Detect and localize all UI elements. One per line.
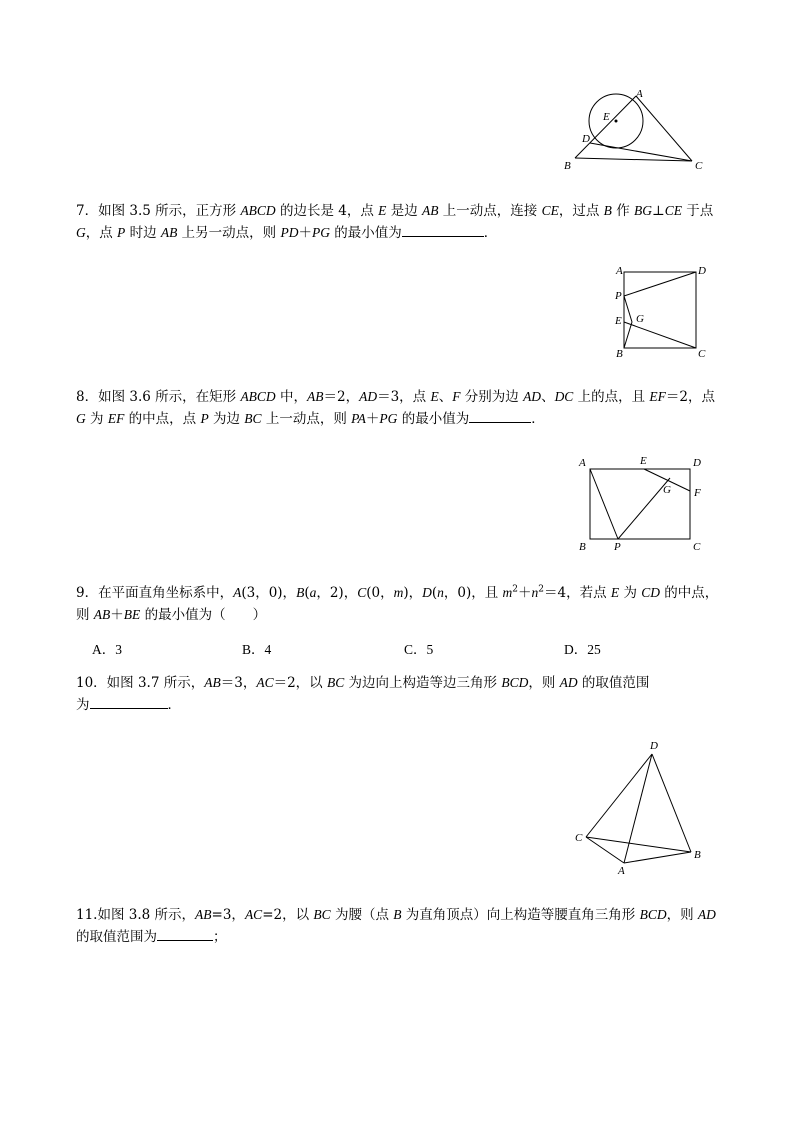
- answer-blank[interactable]: [469, 408, 531, 423]
- question-8: [76, 386, 720, 430]
- label-C: C: [575, 832, 583, 844]
- question-10-line-2: 为 ．: [76, 694, 720, 716]
- figure-triangle-bcd-svg: [570, 736, 710, 880]
- question-9-line-2: 则 AB＋BE 的最小值为（ ）: [76, 607, 267, 623]
- label-C: C: [693, 541, 701, 553]
- figure-square-svg: [610, 262, 710, 362]
- answer-blank[interactable]: [402, 222, 484, 237]
- label-G: G: [636, 313, 644, 325]
- figure-square: [610, 262, 710, 362]
- option-d[interactable]: D．25: [564, 642, 601, 657]
- question-7: [76, 200, 720, 244]
- option-c[interactable]: C．5: [404, 642, 434, 657]
- label-D: D: [693, 457, 701, 469]
- question-7-line-1: 7．如图 3.5 所示，正方形 ABCD 的边长是 4，点 E 是边 AB 上一动点，连接 CE，过点 B 作 BG⊥CE 于点: [76, 203, 714, 219]
- label-A: A: [636, 88, 643, 100]
- label-A: A: [618, 865, 625, 877]
- label-A: A: [616, 265, 623, 277]
- question-10-line-1: 10．如图 3.7 所示，AB＝3，AC＝2，以 BC 为边向上构造等边三角形 BCD，则 AD 的取值范围: [76, 675, 650, 691]
- question-10: [76, 672, 720, 716]
- label-B: B: [694, 849, 701, 861]
- question-11: [76, 904, 720, 948]
- answer-blank[interactable]: [90, 694, 168, 709]
- label-P: P: [615, 290, 622, 302]
- label-B: B: [579, 541, 586, 553]
- label-C: C: [698, 348, 706, 360]
- figure-circle-triangle: [560, 85, 710, 175]
- label-E: E: [615, 315, 622, 327]
- question-8-line-1: 8．如图 3.6 所示，在矩形 ABCD 中，AB＝2，AD＝3，点 E、F 分别为边 AD、DC 上的点，且 EF＝2，点: [76, 389, 716, 405]
- label-B: B: [616, 348, 623, 360]
- label-P: P: [614, 541, 621, 553]
- answer-blank[interactable]: [157, 926, 213, 941]
- label-D: D: [698, 265, 706, 277]
- question-9-line-1: 9．在平面直角坐标系中，A(3，0)，B(a，2)，C(0，m)，D(n，0)，且 $m^2+n^2=4$，若点 E 为 CD 的中点，: [76, 584, 719, 601]
- label-B: B: [564, 160, 571, 172]
- figure-rectangle-svg: [574, 452, 714, 556]
- question-7-line-2: G，点 P 时边 AB 上另一动点，则 PD＋PG 的最小值为 ．: [76, 222, 720, 244]
- question-9: [76, 582, 720, 626]
- label-E: E: [640, 455, 647, 467]
- figure-rectangle: [574, 452, 714, 556]
- label-A: A: [579, 457, 586, 469]
- label-D: D: [650, 740, 658, 752]
- question-11-line-2: 的取值范围为 ；: [76, 926, 720, 948]
- label-F: F: [694, 487, 701, 499]
- label-C: C: [695, 160, 703, 172]
- label-G: G: [663, 484, 671, 496]
- figure-triangle-bcd: [570, 736, 710, 880]
- question-11-line-1: 11.如图 3.8 所示，AB=3，AC=2，以 BC 为腰（点 B 为直角顶点）向上构造等腰直角三角形 BCD，则 AD: [76, 907, 716, 923]
- question-8-line-2: G 为 EF 的中点，点 P 为边 BC 上一动点，则 PA＋PG 的最小值为 ．: [76, 408, 720, 430]
- figure-circle-triangle-svg: [560, 85, 710, 175]
- label-E: E: [603, 111, 610, 123]
- option-a[interactable]: A．3: [92, 642, 122, 657]
- option-b[interactable]: B．4: [242, 642, 272, 657]
- label-D: D: [582, 133, 590, 145]
